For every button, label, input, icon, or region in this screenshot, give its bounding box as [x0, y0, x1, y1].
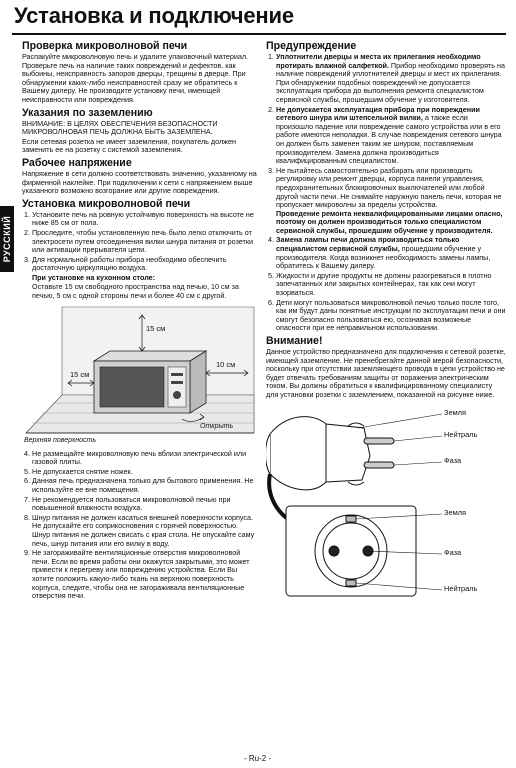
- warning-item-text: Прибор необходимо проверять на наличие повреждений уплотнителей дверцы и мест их прилегания. При обнаружении подобных повреждений не допускается эксплуатация прибора до выполнения ремонта специалистом сервисной службы, прошедшим обучение у изготовителя.: [276, 60, 505, 104]
- clearance-back-label: 10 см: [216, 359, 236, 369]
- list-item: 4. Не размещайте микроволновую печь вблизи электрической или газовой плиты.: [32, 450, 258, 467]
- grounding-warning: ВНИМАНИЕ: В ЦЕЛЯХ ОБЕСПЕЧЕНИЯ БЕЗОПАСНОСТИ МИКРОВОЛНОВАЯ ПЕЧЬ ДОЛЖНА БЫТЬ ЗАЗЕМЛЕНА.: [22, 118, 218, 137]
- installation-list-continued: [22, 450, 258, 601]
- warning-item-bold: Проведение ремонта неквалифицированными лицами опасно, поэтому он должен производиться только специалистом сервисной службы, прошедшим обучение у производителя.: [276, 208, 503, 235]
- section-text-check: Распакуйте микроволновую печь и удалите упаковочный материал. Проверьте печь на наличие таких повреждений и дефектов, как выбоины, неисправность запоров дверцы, трещины в дверце. При обнаружении каких-либо неисправностей сразу же обратитесь к Вашему дилеру. Не производите установку печи, имеющей неисправности или повреждения.: [22, 52, 249, 104]
- list-item: 7. Не рекомендуется пользоваться микроволновой печью при повышенной влажности воздуха.: [32, 496, 258, 513]
- section-title-installation: Установка микроволновой печи: [22, 197, 191, 210]
- attention-text: Данное устройство предназначено для подключения к сетевой розетке, имеющей заземление. Не пренебрегайте данной мерой безопасности, поскольку при отсутствии заземляющего провода в цепи устройство не будет отвечать требованиям защиты от поражения электрическим током. Вы должны обратиться к квалифицированному специалисту для установки розетки с заземлением, показанной на рисунке ниже.: [266, 347, 506, 399]
- plug-neutral-label: Нейтраль: [444, 429, 478, 439]
- warning-item: [276, 236, 506, 270]
- left-column: [22, 38, 258, 602]
- surface-label: Верхняя поверхность: [24, 436, 97, 444]
- plug-phase-label: Фаза: [444, 455, 462, 465]
- installation-figure: [22, 303, 258, 447]
- grounding-text: Если сетевая розетка не имеет заземления, покупатель должен заменить ее на розетку с системой заземления.: [22, 136, 236, 155]
- warning-item-bold: Не допускается эксплуатация прибора при повреждении сетевого шнура или штепсельной вилки,: [276, 104, 480, 123]
- list-item: 9. Не загораживайте вентиляционные отверстия микроволновой печи. Если во время работы они окажутся закрытыми, это может привести к перегреву или повреждению устройства. Если Вы хотите положить какую-либо ткань на верхнюю поверхность корпуса, следите, чтобы она не загораживала вентиляционные отверстия печи.: [32, 549, 258, 601]
- section-title-grounding: Указания по заземлению: [22, 106, 153, 119]
- warning-item-text: прошедшим обучение у производителя. Когда возникнет необходимость замены лампы, обратитесь к Вашему дилеру.: [276, 244, 491, 271]
- counter-install-title: При установке на кухонном столе:: [32, 272, 156, 282]
- list-item: 5. Не допускается снятие ножек.: [32, 468, 258, 477]
- socket-phase-label: Фаза: [444, 547, 462, 557]
- language-tab-label: РУССКИЙ: [2, 215, 13, 263]
- page-title: Установка и подключение: [14, 3, 294, 28]
- plug-socket-figure: [266, 404, 506, 600]
- installation-list: [22, 211, 258, 273]
- clearance-side-label: 15 см: [70, 369, 90, 379]
- warning-item: [276, 53, 506, 105]
- list-item: 8. Шнур питания не должен касаться внешней поверхности корпуса. Не допускайте его соприкосновения с горячей поверхностью. Шнур питания не должен свисать с края стола. Не опускайте саму печь, шнур питания или его вилку в воду.: [32, 514, 258, 548]
- socket-neutral-label: Нейтраль: [444, 583, 478, 593]
- language-tab: [0, 206, 14, 272]
- warning-item: 6. Дети могут пользоваться микроволновой печью только после того, как им будут даны понятные инструкции по эксплуатации печи и они смогут безопасно пользоваться ею, осознавая возможные опасности при ее неправильном использовании.: [276, 299, 506, 333]
- list-item: 2. Проследите, чтобы установленную печь было легко отключить от электросети путем отсоединения вилки шнура питания от розетки или активации прерывателя цепи.: [32, 229, 258, 255]
- warning-list: [266, 53, 506, 333]
- list-item: 1. Установите печь на ровную устойчивую поверхность на высоте не ниже 85 см от пола.: [32, 211, 258, 228]
- list-item: 3. Для нормальной работы прибора необходимо обеспечить достаточную циркуляцию воздуха.: [32, 256, 258, 273]
- warning-item: [276, 167, 506, 236]
- warning-item-bold: Замена лампы печи должна производиться только специалистом сервисной службы,: [276, 235, 460, 254]
- section-text-voltage: Напряжение в сети должно соответствовать значению, указанному на фирменной наклейке. При подключении к сети с напряжением выше указанного возможно возгорание или другие повреждения.: [22, 168, 257, 196]
- warning-item: 5. Жидкости и другие продукты не должны разогреваться в плотно запечатанных или закрытых контейнерах, так как они могут взорваться.: [276, 272, 506, 298]
- section-title-check: Проверка микроволновой печи: [22, 40, 188, 52]
- list-item: 6. Данная печь предназначена только для бытового применения. Не используйте ее вне помещения.: [32, 477, 258, 494]
- open-label: Открыть: [200, 422, 234, 430]
- page-number: - Ru-2 -: [244, 754, 272, 763]
- clearance-top-label: 15 см: [146, 323, 166, 333]
- section-title-warning: Предупреждение: [266, 40, 357, 52]
- section-title-attention: Внимание!: [266, 335, 323, 347]
- socket-earth-label: Земля: [444, 507, 466, 517]
- plug-earth-label: Земля: [444, 407, 466, 417]
- warning-item-text: а также если произошло падение или повреждение самого устройства или в его работе имеются неполадки. В случае повреждения сетевого шнура он должен быть заменен таким же шнуром, поставляемым производителем. Замена должна производиться квалифицированным специалистом.: [276, 113, 502, 166]
- section-title-voltage: Рабочее напряжение: [22, 156, 132, 169]
- warning-item-text: Не пытайтесь самостоятельно разбирать или производить регулировку или ремонт дверцы, корпуса панели управления, предохранительных блокировочных выключателей или любой другой части печи. Не снимайте наружную панель печи, которая не пропускает микроволны за пределы устройства.: [276, 165, 502, 210]
- warning-item-bold: Уплотнители дверцы и места их прилегания необходимо протирать влажной салфеткой.: [276, 52, 481, 70]
- right-column: [266, 38, 506, 600]
- warning-item: [276, 106, 506, 166]
- title-divider: [12, 33, 506, 35]
- counter-install-text: Оставьте 15 см свободного пространства над печью, 10 см за печью, 5 см с одной стороны печи и более 40 см с другой.: [32, 282, 239, 301]
